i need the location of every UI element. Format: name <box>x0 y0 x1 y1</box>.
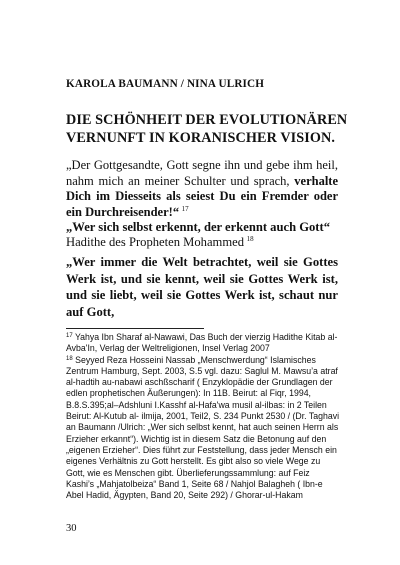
footnote-divider <box>66 328 204 329</box>
author-line: KAROLA BAUMANN / NINA ULRICH <box>66 78 265 90</box>
footnote-18-number: 18 <box>66 355 73 362</box>
hadith-quote-3: „Wer immer die Welt betrachtet, weil sie Gottes Werk ist, und sie kennt, weil sie Gottes Werk ist, und sie liebt, weil sie Gottes Werk ist, schaut nur auf Gott, <box>66 255 338 319</box>
quote-1-plain: „Der Gottgesandte, Gott segne ihn und gebe ihm heil, nahm mich an meiner Schulter und sprach, <box>66 158 338 188</box>
footnote-17-text: Yahya Ibn Sharaf al-Nawawi, Das Buch der vierzig Hadithe Kitab al-Avba'In, Verlag der Weltreligionen, Insel Verlag 2007 <box>66 332 338 354</box>
quote-2-source: Hadithe des Propheten Mohammed <box>66 235 245 249</box>
hadith-quote-1 <box>66 158 338 220</box>
footnote-17 <box>66 332 340 355</box>
footnote-18-text: Seyyed Reza Hosseini Nassab „Menschwerdung“ Islamisches Zentrum Hamburg, Sept. 2003, S.5 vgl. dazu: Saglul M. Mawsu’a atraf al-hadtih au-nabawi aschßscharif ( Enzyklopädie der Grundlagen der edlen prophetischen Äußerungen): In 11B. Beirut: al Fiqr, 1994, B.8.S.395;al–Adshluni I.Kasshf al-Hafa'wa musil al-ilbas: in 2 Teilen Beirut: Al-Kutub al- ilmija, 2001, Teil2, S. 234 Punkt 2530 / (Dr. Taghavi an Baumann /Ulrich: „Wer sich selbst kennt, hat auch seinen Herrn als Erzieher erkannt“). Wichtig ist in diesem Satz die Betonung auf den „eigenen Erzieher“. Dies führt zur Feststellung, dass jeder Mensch ein eigenes Verhältnis zu Gott herstellt. Es gibt also so viele Wege zu Gott, wie es Menschen gibt. Überlieferungssammlung: auf Feiz Kashi’s „Mahjatolbeiza“ Band 1, Seite 68 / Nahjol Balagheh ( Ibn-e Abel Hadid, Ägypten, Band 20, Seite 292) / Ghorar-ul-Hakam <box>66 354 340 501</box>
quote-2-bold: „Wer sich selbst erkennt, der erkennt auch Gott“ <box>66 220 330 234</box>
chapter-title: DIE SCHÖNHEIT DER EVOLUTIONÄREN VERNUNFT IN KORANISCHER VISION. <box>66 112 348 146</box>
footnote-18 <box>66 355 340 502</box>
footnote-17-number: 17 <box>66 333 73 339</box>
footnote-ref-17[interactable]: 17 <box>181 204 189 213</box>
footnotes <box>66 332 340 501</box>
hadith-quote-2 <box>66 220 346 250</box>
footnote-ref-18[interactable]: 18 <box>246 235 254 243</box>
quote-1-bold: verhalte Dich im Diesseits als seiest Du ein Fremder oder ein Durchreisender!“ <box>66 173 338 219</box>
page-number: 30 <box>66 523 77 534</box>
